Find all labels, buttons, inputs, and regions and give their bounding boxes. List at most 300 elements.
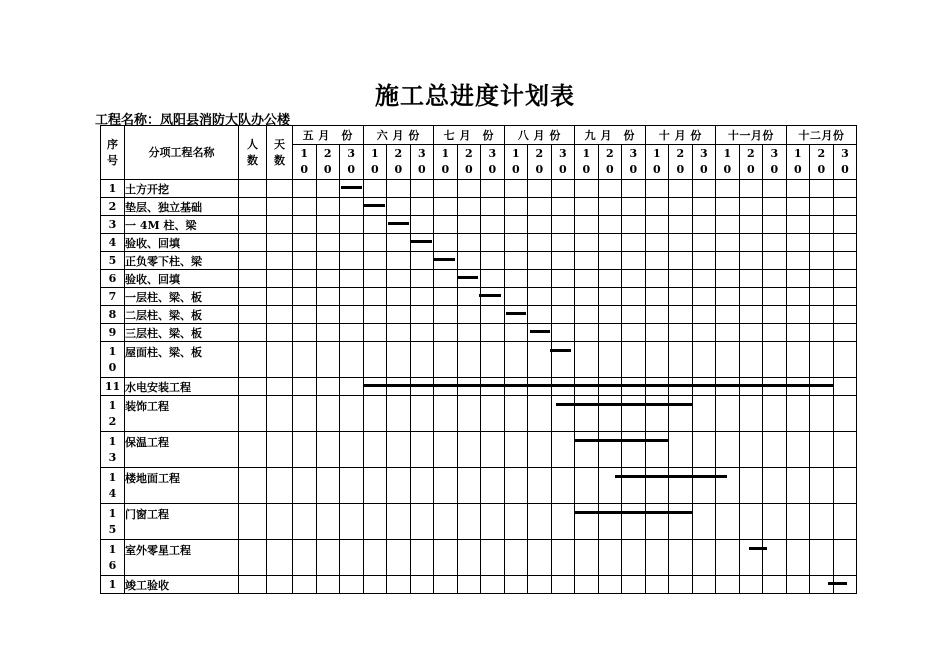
- seq-char: 5: [108, 522, 117, 536]
- table-row: [101, 306, 857, 324]
- timeline-cell: [363, 576, 387, 594]
- timeline-cell: [645, 504, 669, 540]
- timeline-cell: [622, 396, 646, 432]
- timeline-cell: [598, 468, 622, 504]
- timeline-cell: [716, 396, 740, 432]
- table-row: [101, 180, 857, 198]
- timeline-cell: [716, 216, 740, 234]
- timeline-cell: [434, 432, 458, 468]
- timeline-cell: [716, 234, 740, 252]
- timeline-cell: [363, 180, 387, 198]
- timeline-cell: [645, 468, 669, 504]
- timeline-cell: [316, 306, 340, 324]
- schedule-bar: [364, 384, 834, 387]
- timeline-cell: [363, 234, 387, 252]
- timeline-cell: [810, 540, 834, 576]
- task-people: [239, 216, 267, 234]
- header-char: 1: [370, 147, 379, 160]
- task-seq: [101, 342, 125, 378]
- timeline-cell: [622, 468, 646, 504]
- timeline-cell: [645, 288, 669, 306]
- timeline-cell: [528, 216, 552, 234]
- dekad-header: [763, 145, 787, 180]
- timeline-cell: [457, 432, 481, 468]
- seq-char: 1: [108, 577, 117, 591]
- schedule-bar: [575, 439, 669, 442]
- timeline-cell: [692, 396, 716, 432]
- timeline-cell: [410, 432, 434, 468]
- timeline-cell: [575, 288, 599, 306]
- header-char: 3: [770, 147, 779, 160]
- header-char: 0: [558, 163, 567, 176]
- header-char: 人: [247, 137, 258, 151]
- timeline-cell: [387, 576, 411, 594]
- task-name: 正负零下柱、梁: [125, 252, 239, 270]
- timeline-cell: [575, 198, 599, 216]
- timeline-cell: [504, 252, 528, 270]
- header-char: 0: [417, 163, 426, 176]
- timeline-cell: [528, 396, 552, 432]
- timeline-cell: [434, 198, 458, 216]
- header-char: 0: [394, 163, 403, 176]
- timeline-cell: [457, 216, 481, 234]
- header-char: 1: [723, 147, 732, 160]
- timeline-cell: [457, 468, 481, 504]
- timeline-cell: [363, 504, 387, 540]
- timeline-cell: [598, 180, 622, 198]
- timeline-cell: [410, 270, 434, 288]
- seq-char: 4: [108, 235, 117, 249]
- timeline-cell: [293, 378, 317, 396]
- timeline-cell: [528, 198, 552, 216]
- timeline-cell: [669, 306, 693, 324]
- timeline-cell: [716, 270, 740, 288]
- timeline-cell: [786, 342, 810, 378]
- timeline-cell: [551, 540, 575, 576]
- timeline-cell: [786, 180, 810, 198]
- timeline-cell: [434, 270, 458, 288]
- timeline-cell: [575, 342, 599, 378]
- timeline-cell: [645, 270, 669, 288]
- timeline-cell: [363, 432, 387, 468]
- seq-char: 1: [108, 344, 117, 358]
- header-days: [267, 126, 293, 180]
- header-char: 数: [274, 153, 285, 167]
- timeline-cell: [692, 576, 716, 594]
- schedule-bar: [341, 186, 362, 189]
- timeline-cell: [669, 342, 693, 378]
- timeline-cell: [833, 396, 857, 432]
- task-seq: [101, 306, 125, 324]
- timeline-cell: [481, 432, 505, 468]
- task-people: [239, 288, 267, 306]
- timeline-cell: [692, 252, 716, 270]
- timeline-cell: [575, 180, 599, 198]
- task-people: [239, 576, 267, 594]
- header-people: [239, 126, 267, 180]
- timeline-cell: [504, 396, 528, 432]
- timeline-cell: [481, 342, 505, 378]
- header-char: 0: [605, 163, 614, 176]
- timeline-cell: [316, 468, 340, 504]
- timeline-cell: [810, 324, 834, 342]
- seq-char: 3: [108, 450, 117, 464]
- timeline-cell: [692, 468, 716, 504]
- timeline-cell: [645, 234, 669, 252]
- schedule-bar: [530, 330, 550, 333]
- task-people: [239, 234, 267, 252]
- timeline-cell: [669, 432, 693, 468]
- timeline-cell: [739, 306, 763, 324]
- timeline-cell: [810, 468, 834, 504]
- timeline-cell: [434, 324, 458, 342]
- timeline-cell: [293, 288, 317, 306]
- timeline-cell: [293, 306, 317, 324]
- task-days: [267, 306, 293, 324]
- dekad-header: [434, 145, 458, 180]
- timeline-cell: [575, 324, 599, 342]
- timeline-cell: [739, 198, 763, 216]
- timeline-cell: [575, 504, 599, 540]
- timeline-cell: [387, 540, 411, 576]
- seq-char: 2: [108, 414, 117, 428]
- timeline-cell: [410, 540, 434, 576]
- timeline-cell: [810, 198, 834, 216]
- timeline-cell: [481, 216, 505, 234]
- header-char: 3: [558, 147, 567, 160]
- timeline-cell: [622, 216, 646, 234]
- timeline-cell: [316, 540, 340, 576]
- timeline-cell: [293, 504, 317, 540]
- timeline-cell: [481, 306, 505, 324]
- timeline-cell: [340, 432, 364, 468]
- timeline-cell: [481, 270, 505, 288]
- task-seq: [101, 234, 125, 252]
- timeline-cell: [739, 288, 763, 306]
- timeline-cell: [669, 324, 693, 342]
- timeline-cell: [598, 252, 622, 270]
- table-row: [101, 324, 857, 342]
- page-title: 施工总进度计划表: [375, 81, 575, 110]
- task-name: 门窗工程: [125, 504, 239, 540]
- timeline-cell: [622, 432, 646, 468]
- dekad-header: [316, 145, 340, 180]
- timeline-cell: [504, 180, 528, 198]
- seq-char: 6: [108, 558, 117, 572]
- timeline-cell: [387, 306, 411, 324]
- timeline-cell: [763, 540, 787, 576]
- timeline-cell: [504, 432, 528, 468]
- timeline-cell: [833, 432, 857, 468]
- header-char: 0: [535, 163, 544, 176]
- task-people: [239, 468, 267, 504]
- task-days: [267, 378, 293, 396]
- timeline-cell: [810, 396, 834, 432]
- task-people: [239, 306, 267, 324]
- seq-char: 1: [108, 181, 117, 195]
- timeline-cell: [716, 198, 740, 216]
- header-char: 0: [370, 163, 379, 176]
- timeline-cell: [340, 378, 364, 396]
- timeline-cell: [410, 396, 434, 432]
- timeline-cell: [316, 378, 340, 396]
- header-char: 0: [770, 163, 779, 176]
- task-name: 保温工程: [125, 432, 239, 468]
- timeline-cell: [833, 288, 857, 306]
- timeline-cell: [786, 288, 810, 306]
- timeline-cell: [692, 216, 716, 234]
- timeline-cell: [669, 576, 693, 594]
- table-row: [101, 540, 857, 576]
- schedule-table: [100, 125, 857, 594]
- timeline-cell: [692, 540, 716, 576]
- task-people: [239, 324, 267, 342]
- table-row: [101, 396, 857, 432]
- schedule-bar: [749, 547, 768, 550]
- timeline-cell: [434, 216, 458, 234]
- timeline-cell: [481, 324, 505, 342]
- timeline-cell: [387, 270, 411, 288]
- timeline-cell: [387, 324, 411, 342]
- timeline-cell: [457, 504, 481, 540]
- dekad-header: [810, 145, 834, 180]
- timeline-cell: [481, 504, 505, 540]
- header-char: 2: [676, 147, 685, 160]
- timeline-cell: [528, 180, 552, 198]
- timeline-cell: [598, 234, 622, 252]
- timeline-cell: [340, 252, 364, 270]
- timeline-cell: [833, 180, 857, 198]
- table-row: [101, 270, 857, 288]
- task-name: 竣工验收: [125, 576, 239, 594]
- task-days: [267, 396, 293, 432]
- timeline-cell: [810, 180, 834, 198]
- timeline-cell: [786, 270, 810, 288]
- header-char: 0: [629, 163, 638, 176]
- timeline-cell: [833, 252, 857, 270]
- timeline-cell: [293, 342, 317, 378]
- timeline-cell: [481, 540, 505, 576]
- timeline-cell: [340, 342, 364, 378]
- header-char: 1: [582, 147, 591, 160]
- timeline-cell: [739, 234, 763, 252]
- seq-char: 1: [108, 470, 117, 484]
- timeline-cell: [363, 540, 387, 576]
- seq-char: 1: [108, 506, 117, 520]
- task-days: [267, 216, 293, 234]
- project-name: 工程名称：凤阳县消防大队办公楼: [95, 113, 291, 128]
- timeline-cell: [810, 270, 834, 288]
- header-char: 2: [817, 147, 826, 160]
- timeline-cell: [833, 342, 857, 378]
- timeline-cell: [293, 270, 317, 288]
- timeline-cell: [551, 288, 575, 306]
- task-days: [267, 504, 293, 540]
- timeline-cell: [810, 252, 834, 270]
- timeline-cell: [504, 198, 528, 216]
- task-days: [267, 432, 293, 468]
- timeline-cell: [387, 234, 411, 252]
- timeline-cell: [716, 342, 740, 378]
- timeline-cell: [716, 306, 740, 324]
- timeline-cell: [645, 306, 669, 324]
- task-seq: [101, 396, 125, 432]
- timeline-cell: [551, 180, 575, 198]
- timeline-cell: [645, 396, 669, 432]
- timeline-cell: [363, 468, 387, 504]
- header-name: 分项工程名称: [125, 126, 239, 180]
- task-seq: [101, 504, 125, 540]
- timeline-cell: [457, 396, 481, 432]
- timeline-cell: [340, 306, 364, 324]
- dekad-header: [387, 145, 411, 180]
- header-char: 0: [841, 163, 849, 176]
- timeline-cell: [293, 540, 317, 576]
- timeline-cell: [504, 342, 528, 378]
- schedule-bar: [364, 204, 385, 207]
- timeline-cell: [645, 342, 669, 378]
- timeline-cell: [598, 504, 622, 540]
- timeline-cell: [786, 432, 810, 468]
- timeline-cell: [786, 234, 810, 252]
- timeline-cell: [692, 234, 716, 252]
- timeline-cell: [645, 216, 669, 234]
- header-char: 0: [464, 163, 473, 176]
- timeline-cell: [786, 198, 810, 216]
- timeline-cell: [575, 216, 599, 234]
- month-header: 十二月份: [786, 126, 857, 145]
- timeline-cell: [739, 504, 763, 540]
- timeline-cell: [716, 288, 740, 306]
- task-name: 装饰工程: [125, 396, 239, 432]
- timeline-cell: [645, 540, 669, 576]
- timeline-cell: [410, 576, 434, 594]
- timeline-cell: [340, 216, 364, 234]
- task-people: [239, 180, 267, 198]
- timeline-cell: [293, 324, 317, 342]
- dekad-header: [551, 145, 575, 180]
- timeline-cell: [622, 306, 646, 324]
- header-row-months: [101, 126, 857, 145]
- timeline-cell: [739, 342, 763, 378]
- task-people: [239, 396, 267, 432]
- timeline-cell: [528, 252, 552, 270]
- seq-char: 5: [108, 253, 117, 267]
- timeline-cell: [810, 306, 834, 324]
- timeline-cell: [293, 432, 317, 468]
- timeline-cell: [528, 504, 552, 540]
- timeline-cell: [528, 432, 552, 468]
- timeline-cell: [316, 324, 340, 342]
- header-char: 0: [511, 163, 520, 176]
- timeline-cell: [669, 270, 693, 288]
- dekad-header: [293, 145, 317, 180]
- timeline-cell: [528, 288, 552, 306]
- timeline-cell: [340, 396, 364, 432]
- timeline-cell: [622, 288, 646, 306]
- timeline-cell: [669, 252, 693, 270]
- timeline-cell: [340, 288, 364, 306]
- timeline-cell: [293, 180, 317, 198]
- timeline-cell: [692, 198, 716, 216]
- timeline-cell: [645, 180, 669, 198]
- timeline-cell: [481, 576, 505, 594]
- table-row: [101, 234, 857, 252]
- timeline-cell: [551, 504, 575, 540]
- timeline-cell: [716, 324, 740, 342]
- header-char: 1: [794, 147, 802, 160]
- timeline-cell: [575, 540, 599, 576]
- month-header: 七 月 份: [434, 126, 505, 145]
- timeline-cell: [833, 234, 857, 252]
- timeline-cell: [457, 306, 481, 324]
- timeline-cell: [434, 468, 458, 504]
- timeline-cell: [410, 216, 434, 234]
- header-char: 1: [511, 147, 520, 160]
- timeline-cell: [316, 432, 340, 468]
- timeline-cell: [598, 324, 622, 342]
- header-char: 0: [794, 163, 802, 176]
- table-row: [101, 252, 857, 270]
- timeline-cell: [763, 180, 787, 198]
- timeline-cell: [622, 576, 646, 594]
- timeline-cell: [457, 540, 481, 576]
- timeline-cell: [833, 270, 857, 288]
- timeline-cell: [622, 504, 646, 540]
- timeline-cell: [833, 540, 857, 576]
- schedule-bar: [575, 511, 693, 514]
- timeline-cell: [669, 396, 693, 432]
- timeline-cell: [833, 504, 857, 540]
- timeline-cell: [645, 324, 669, 342]
- timeline-cell: [363, 288, 387, 306]
- task-days: [267, 576, 293, 594]
- timeline-cell: [457, 288, 481, 306]
- timeline-cell: [363, 342, 387, 378]
- dekad-header: [528, 145, 552, 180]
- timeline-cell: [786, 306, 810, 324]
- timeline-cell: [645, 432, 669, 468]
- timeline-cell: [575, 270, 599, 288]
- task-seq: [101, 378, 125, 396]
- timeline-cell: [504, 234, 528, 252]
- task-people: [239, 198, 267, 216]
- seq-char: 4: [108, 486, 117, 500]
- timeline-cell: [434, 288, 458, 306]
- timeline-cell: [739, 216, 763, 234]
- dekad-header: [504, 145, 528, 180]
- table-row: [101, 504, 857, 540]
- timeline-cell: [763, 288, 787, 306]
- timeline-cell: [457, 576, 481, 594]
- header-char: 序: [107, 137, 118, 151]
- header-char: 1: [300, 147, 309, 160]
- timeline-cell: [387, 504, 411, 540]
- schedule-bar: [479, 294, 500, 297]
- header-char: 0: [347, 163, 356, 176]
- timeline-cell: [669, 198, 693, 216]
- task-days: [267, 198, 293, 216]
- timeline-cell: [833, 198, 857, 216]
- header-char: 3: [841, 147, 849, 160]
- task-seq: [101, 540, 125, 576]
- schedule-bar: [388, 222, 409, 225]
- timeline-cell: [363, 252, 387, 270]
- timeline-cell: [316, 270, 340, 288]
- timeline-cell: [833, 306, 857, 324]
- header-char: 天: [274, 137, 285, 151]
- timeline-cell: [692, 180, 716, 198]
